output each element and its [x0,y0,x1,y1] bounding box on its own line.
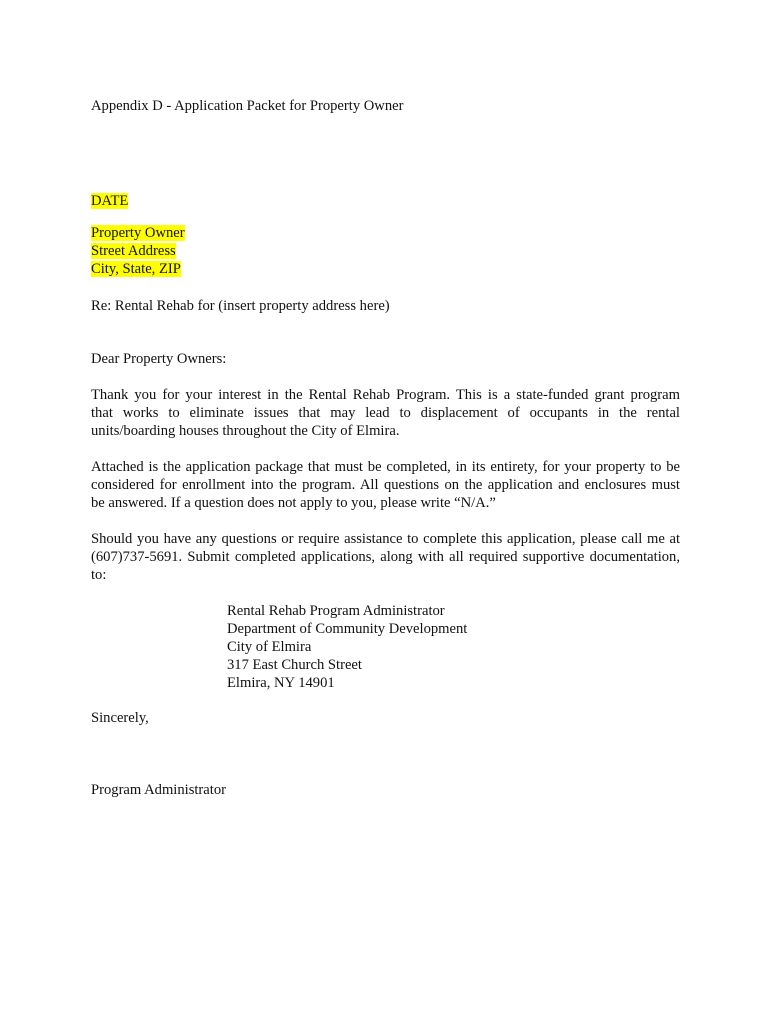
street-placeholder [91,242,176,260]
address-line: Rental Rehab Program Administrator [227,603,445,619]
paragraph-line: be answered. If a question does not apply to you, please write “N/A.” [91,495,496,511]
re-line: Re: Rental Rehab for (insert property address here) [91,298,390,314]
city-placeholder-text: City, State, ZIP [91,261,181,277]
paragraph-line: considered for enrollment into the program. All questions on the application and enclosures must [91,477,680,493]
street-placeholder-text: Street Address [91,243,176,259]
paragraph-line: (607)737-5691. Submit completed applications, along with all required supportive documentation, [91,549,680,565]
date-placeholder [91,192,128,210]
owner-placeholder-text: Property Owner [91,225,185,241]
paragraph-contact [91,530,680,584]
address-line: Elmira, NY 14901 [227,675,335,691]
address-line: City of Elmira [227,639,312,655]
address-line: Department of Community Development [227,621,468,637]
mailing-address [227,602,467,692]
paragraph-line: units/boarding houses throughout the City of Elmira. [91,423,400,439]
paragraph-intro [91,386,680,440]
paragraph-attachment [91,458,680,512]
city-placeholder [91,260,181,278]
date-placeholder-text: DATE [91,193,129,209]
address-line: 317 East Church Street [227,657,362,673]
paragraph-line: to: [91,567,107,583]
salutation: Dear Property Owners: [91,351,227,367]
paragraph-line: that works to eliminate issues that may lead to displacement of occupants in the rental [91,405,680,421]
signature: Program Administrator [91,782,226,798]
owner-placeholder [91,224,185,242]
paragraph-line: Should you have any questions or require assistance to complete this application, please call me at [91,531,680,547]
paragraph-line: Thank you for your interest in the Rental Rehab Program. This is a state-funded grant program [91,387,680,403]
paragraph-line: Attached is the application package that must be completed, in its entirety, for your property to be [91,459,680,475]
document-title: Appendix D - Application Packet for Property Owner [91,98,404,114]
closing: Sincerely, [91,710,149,726]
